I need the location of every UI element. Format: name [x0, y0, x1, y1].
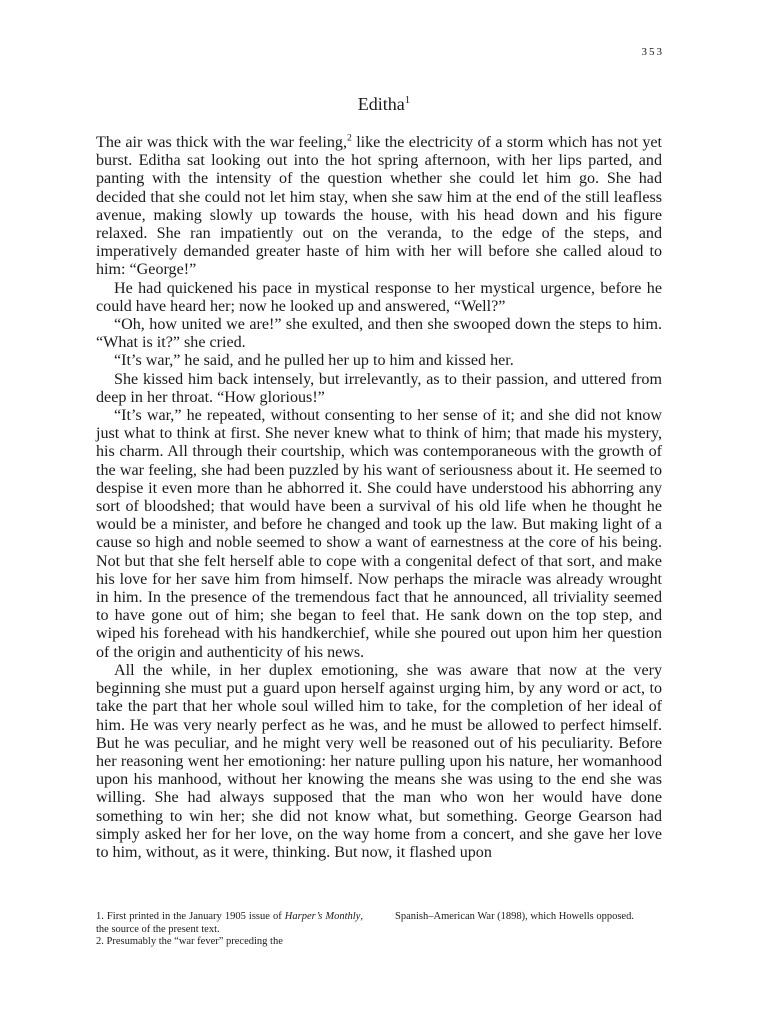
story-title-text: Editha: [357, 94, 405, 114]
paragraph-5: She kissed him back intensely, but irrelevantly, as to their passion, and uttered from deep in her throat. “How glorious!”: [96, 370, 662, 406]
paragraph-4: “It’s war,” he said, and he pulled her up to him and kissed her.: [114, 352, 514, 370]
footnote-1-text-a: 1. First printed in the January 1905 issue of: [96, 911, 285, 922]
footnote-1-text-b: , the source of the present text.: [96, 911, 363, 935]
paragraph-6: “It’s war,” he repeated, without consenting to her sense of it; and she did not know just what to think at first. She never knew what to think of him; that made his mystery, his charm. All through their courtship, which was contemporaneous with the growth of the war feeling, she had been puzzled by his want of seriousness about it. He seemed to despise it even more than he abhorred it. She could have understood his abhorring any sort of bloodshed; that would have been a survival of his old life when he thought he would be a minister, and before he changed and took up the law. But making light of a cause so high and noble seemed to show a want of earnestness at the core of his being. Not but that she felt herself able to cope with a congenital defect of that sort, and make his love for her save him from himself. Now perhaps the miracle was already wrought in him. In the presence of the tremendous fact that he announced, all triviality seemed to have gone out of him; she began to feel that. He sank down on the top step, and wiped his forehead with his handkerchief, while she poured out upon him her question of the origin and authenticity of his news.: [96, 407, 662, 661]
story-title: [0, 94, 768, 115]
title-footnote-marker: 1: [404, 94, 411, 106]
footnote-marker-2: 2: [346, 132, 352, 144]
footnotes-left-column: [96, 911, 363, 949]
paragraph-7: All the while, in her duplex emotioning, she was aware that now at the very beginning she must put a guard upon herself against urging him, by any word or act, to take the part that her whole soul willed him to take, for the completion of her ideal of him. He was very nearly perfect as he was, and he must be allowed to perfect himself. But he was peculiar, and he might very well be reasoned out of his peculiarity. Before her reasoning went her emotioning: her nature pulling upon his nature, her womanhood upon his manhood, without her knowing the means she was using to the end she was willing. She had always supposed that the man who won her would have done something to win her; she did not know what, but something. George Gearson had simply asked her for her love, on the way home from a concert, and she gave her love to him, without, as it were, thinking. But now, it flashed upon: [96, 661, 662, 861]
footnote-1: [96, 911, 363, 936]
paragraph-1: [96, 134, 662, 280]
paragraph-2: He had quickened his pace in mystical response to her mystical urgence, before he could have heard her; now he looked up and answered, “Well?”: [96, 279, 662, 315]
footnotes-right-column: [395, 911, 662, 949]
footnote-2-start: 2. Presumably the “war fever” preceding the: [96, 936, 283, 947]
paragraph-3: “Oh, how united we are!” she exulted, and then she swooped down the steps to him. “What is it?” she cried.: [96, 316, 662, 352]
page-number: 353: [641, 46, 664, 58]
footnote-1-italic-title: Harper’s Monthly: [284, 911, 361, 922]
footnotes: [96, 911, 662, 949]
paragraph-1-part-a: The air was thick with the war feeling,: [96, 134, 347, 151]
paragraph-1-part-b: like the electricity of a storm which has not yet burst. Editha sat looking out into the hot spring afternoon, with her lips parted, and panting with the intensity of the question whether she could let him go. She had decided that she could not let him stay, when she saw him at the end of the still leafless avenue, making slowly up towards the house, with his head down and his figure relaxed. She ran impatiently out on the veranda, to the edge of the steps, and imperatively demanded greater haste of him with her will before she called aloud to him: “George!”: [96, 134, 662, 279]
story-body: [96, 134, 662, 862]
footnote-2-continued: Spanish–American War (1898), which Howells opposed.: [395, 911, 634, 922]
